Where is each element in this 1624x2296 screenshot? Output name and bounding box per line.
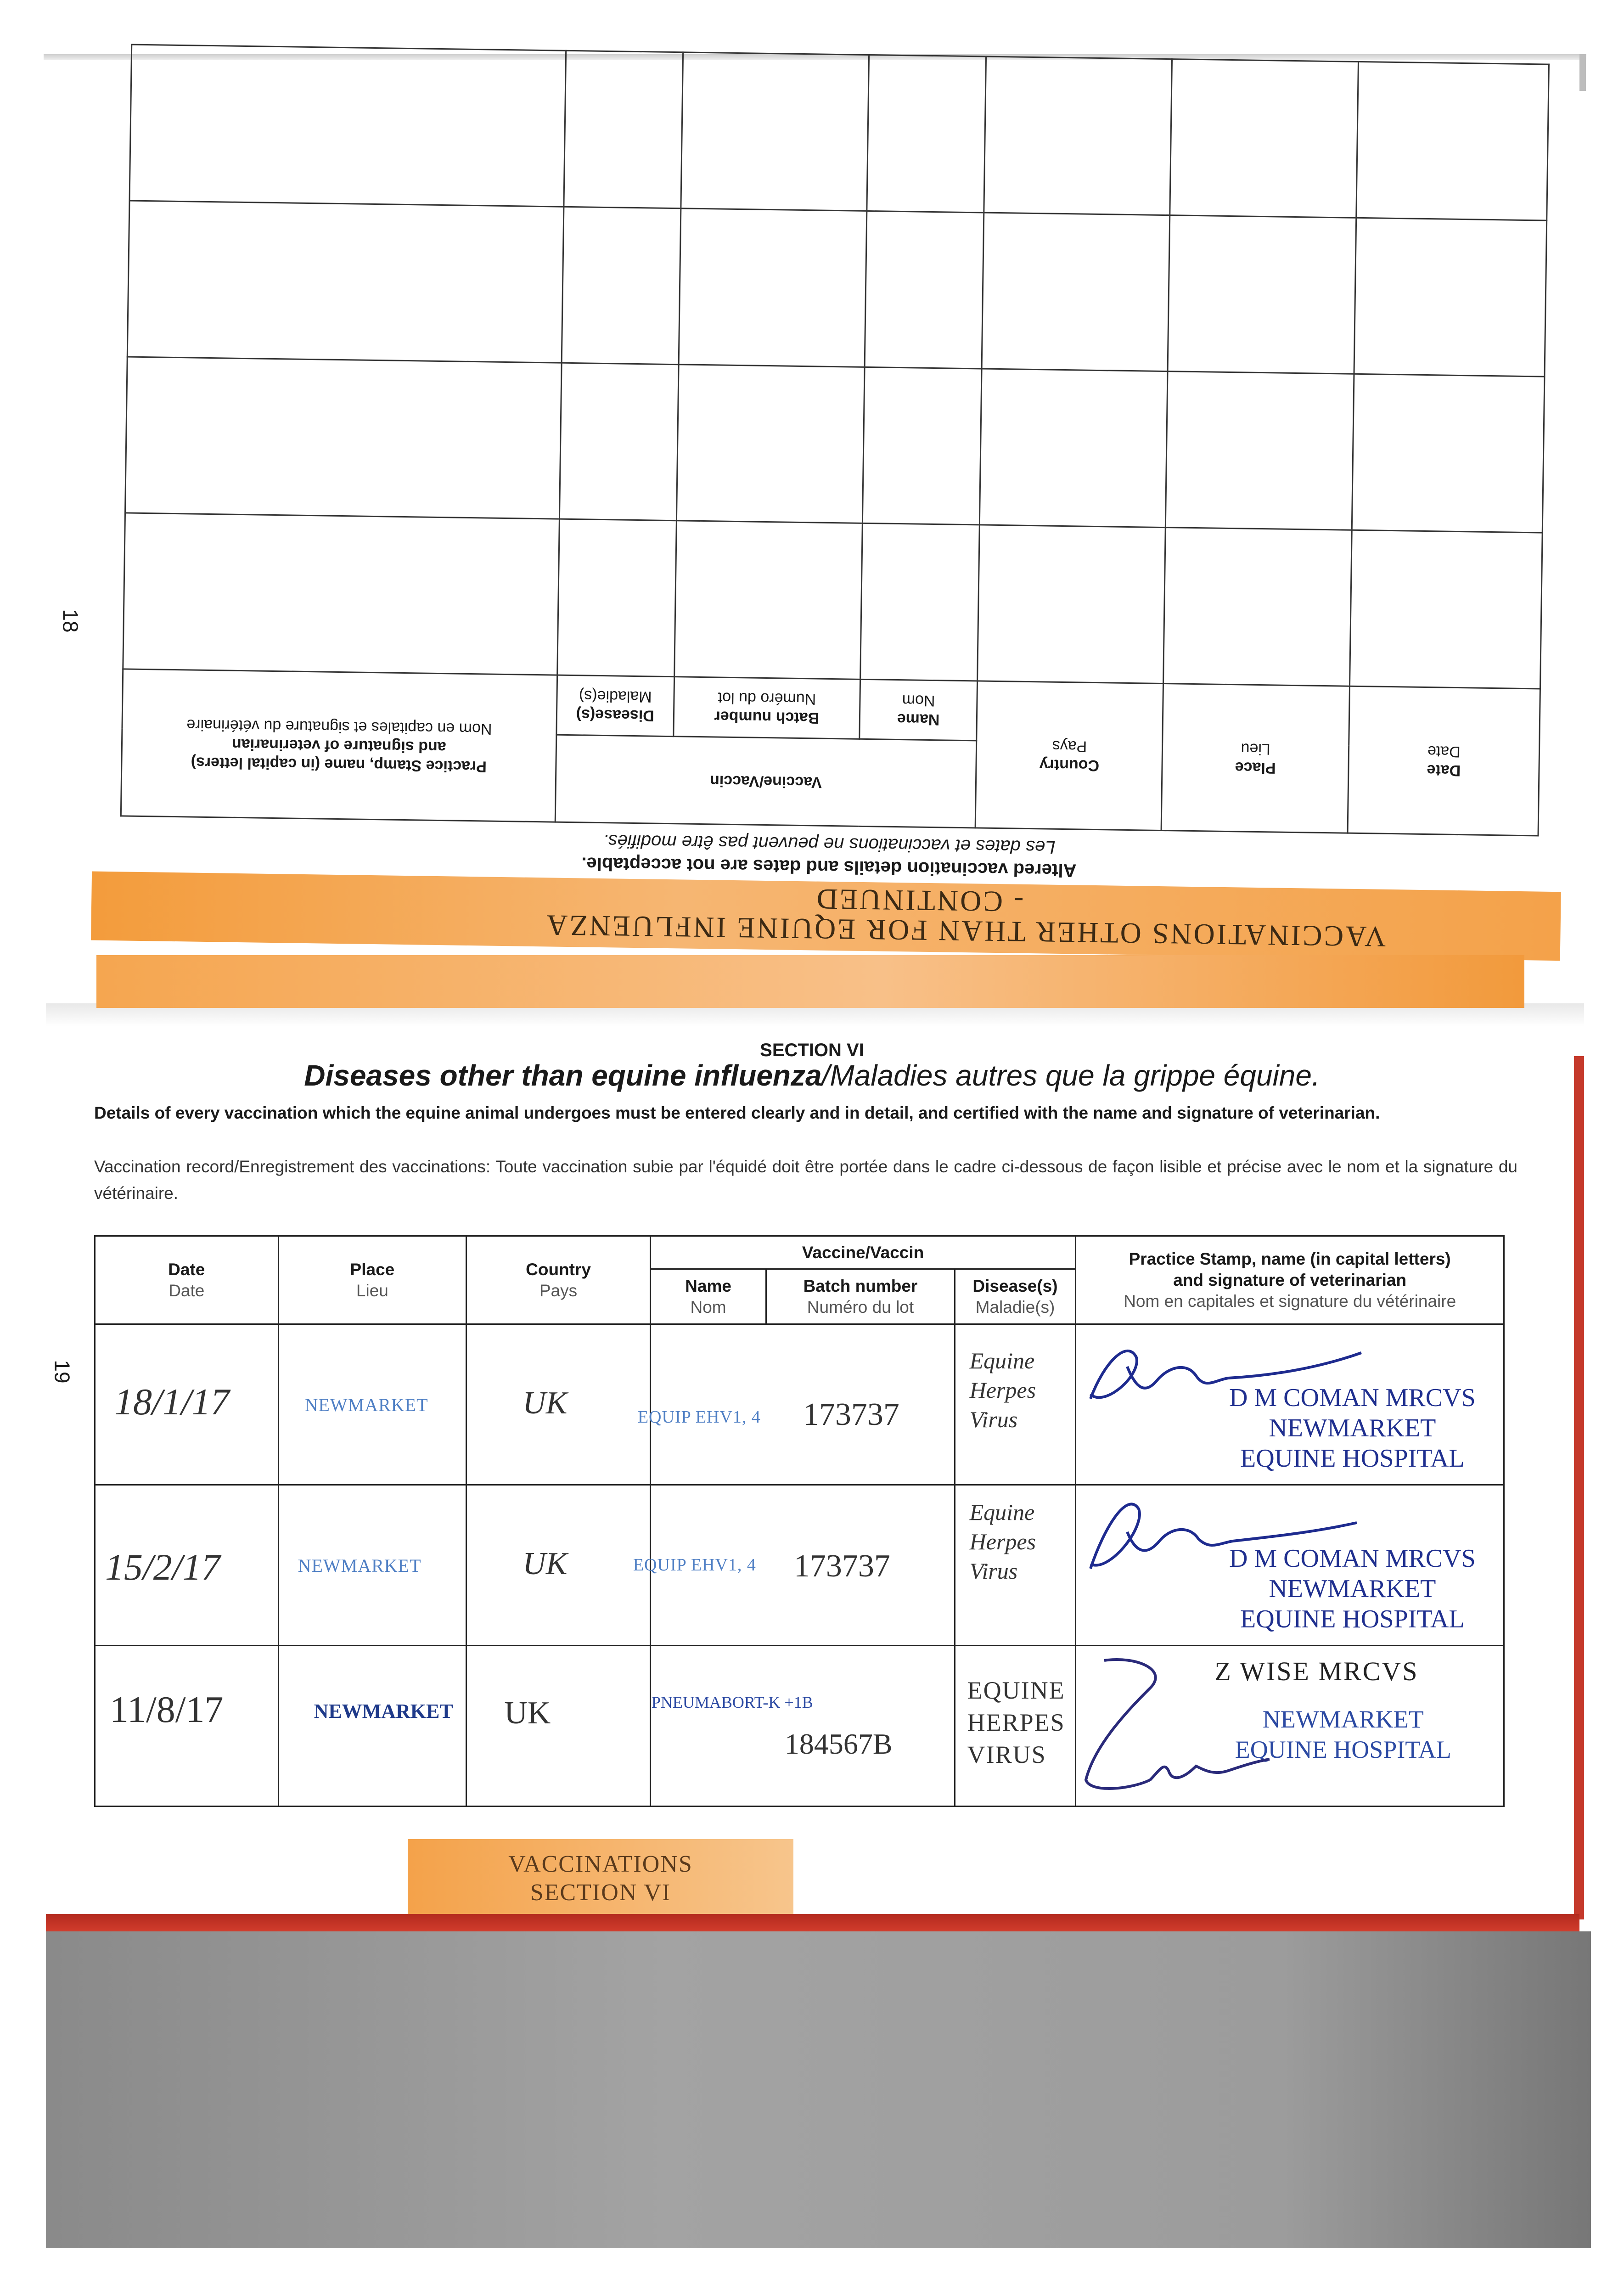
section-title: Diseases other than equine influenza/Maladies autres que la grippe équine. xyxy=(304,1059,1320,1092)
upper-header-vaccine: Vaccine/Vaccin xyxy=(555,735,977,828)
row-batch: 173737 xyxy=(803,1397,899,1432)
book-cover-edge xyxy=(46,1914,1579,1931)
section-label: SECTION VI xyxy=(760,1040,864,1060)
header-disease: Disease(s) Maladie(s) xyxy=(955,1269,1076,1324)
row-place: NEWMARKET xyxy=(298,1555,421,1576)
details-en: Details of every vaccination which the equine animal undergoes must be entered clearly and in detail, and certified with the name and signature of veterinarian. xyxy=(94,1103,1380,1122)
header-batch: Batch number Numéro du lot xyxy=(766,1269,955,1324)
vaccination-table xyxy=(94,1235,1505,1807)
upper-header-stamp: Practice Stamp, name (in capital letters) and signature of veterinarian Nom en capitales et signature du vétérinaire xyxy=(121,669,557,822)
upper-empty-row xyxy=(123,513,1542,689)
row-disease: Equine Herpes Virus xyxy=(969,1499,1036,1584)
row-place: NEWMARKET xyxy=(304,1395,428,1415)
altered-en: Altered vaccination details and dates are not acceptable. xyxy=(581,853,1077,881)
header-date: Date Date xyxy=(95,1236,279,1324)
upper-table xyxy=(120,44,1550,837)
band-line1: VACCINATIONS OTHER THAN FOR EQUINE INFLUENZA xyxy=(544,909,1386,953)
row-batch: 173737 xyxy=(793,1548,890,1584)
vet-stamp: NEWMARKET EQUINE HOSPITAL xyxy=(1235,1705,1451,1763)
header-stamp: Practice Stamp, name (in capital letters) and signature of veterinarian Nom en capitales et signature du vétérinaire xyxy=(1076,1236,1504,1324)
vet-name-handwritten: Z WISE MRCVS xyxy=(1214,1656,1419,1686)
header-place: Place Lieu xyxy=(278,1236,466,1324)
details-fr: Vaccination record/Enregistrement des vaccinations: Toute vaccination subie par l'équidé doit être portée dans le cadre ci-dessous de façon lisible et précise avec le nom et la signature du vétérinaire. xyxy=(94,1157,1517,1203)
row-vaccine-name: EQUIP EHV1, 4 xyxy=(637,1407,761,1427)
upper-header-country: Country Pays xyxy=(975,681,1163,831)
table-row xyxy=(95,1646,1504,1806)
header-vaccine: Vaccine/Vaccin xyxy=(650,1236,1076,1269)
upper-header-place: Place Lieu xyxy=(1162,684,1350,833)
row-disease: EQUINE HERPES VIRUS xyxy=(967,1677,1065,1768)
upper-page-content xyxy=(105,128,1562,974)
altered-fr: Les dates et vaccinations ne peuvent pas être modifiés. xyxy=(603,831,1056,857)
upper-empty-row xyxy=(127,201,1546,377)
row-country: UK xyxy=(523,1385,568,1421)
vet-stamp: D M COMAN MRCVS NEWMARKET EQUINE HOSPITAL xyxy=(1229,1384,1476,1473)
row-place: NEWMARKET xyxy=(314,1700,453,1722)
table-row xyxy=(95,1485,1504,1646)
signature-wise xyxy=(1077,1647,1508,1805)
header-name: Name Nom xyxy=(650,1269,766,1324)
row-country: UK xyxy=(504,1695,551,1731)
row-disease: Equine Herpes Virus xyxy=(969,1348,1036,1432)
vet-stamp: D M COMAN MRCVS NEWMARKET EQUINE HOSPITAL xyxy=(1229,1544,1476,1633)
band-line2: - CONTINUED xyxy=(815,883,1024,918)
row-date: 18/1/17 xyxy=(114,1381,230,1423)
upper-page-rotated xyxy=(0,0,1624,1033)
row-country: UK xyxy=(523,1546,568,1581)
row-date: 11/8/17 xyxy=(110,1688,224,1730)
section-band xyxy=(96,955,1524,1008)
upper-header-name: Name Nom xyxy=(860,679,978,741)
upper-empty-row xyxy=(125,357,1545,533)
page-number-lower: 19 xyxy=(50,1360,74,1384)
book-edge xyxy=(1574,1056,1584,1919)
upper-header-disease: Disease(s) Maladie(s) xyxy=(556,675,674,737)
row-batch: 184567B xyxy=(784,1728,893,1760)
page-number-upper: 18 xyxy=(58,609,83,633)
header-country: Country Pays xyxy=(466,1236,651,1324)
scan-background xyxy=(46,1931,1591,2248)
table-row xyxy=(95,1324,1504,1485)
section-tab: VACCINATIONS SECTION VI xyxy=(408,1839,793,1916)
row-vaccine-name: PNEUMABORT-K +1B xyxy=(651,1693,813,1711)
upper-empty-row xyxy=(129,45,1549,220)
row-date: 15/2/17 xyxy=(105,1546,220,1588)
row-vaccine-name: EQUIP EHV1, 4 xyxy=(633,1555,756,1575)
upper-header-batch: Batch number Numéro du lot xyxy=(674,677,860,739)
upper-header-date: Date Date xyxy=(1348,686,1540,836)
